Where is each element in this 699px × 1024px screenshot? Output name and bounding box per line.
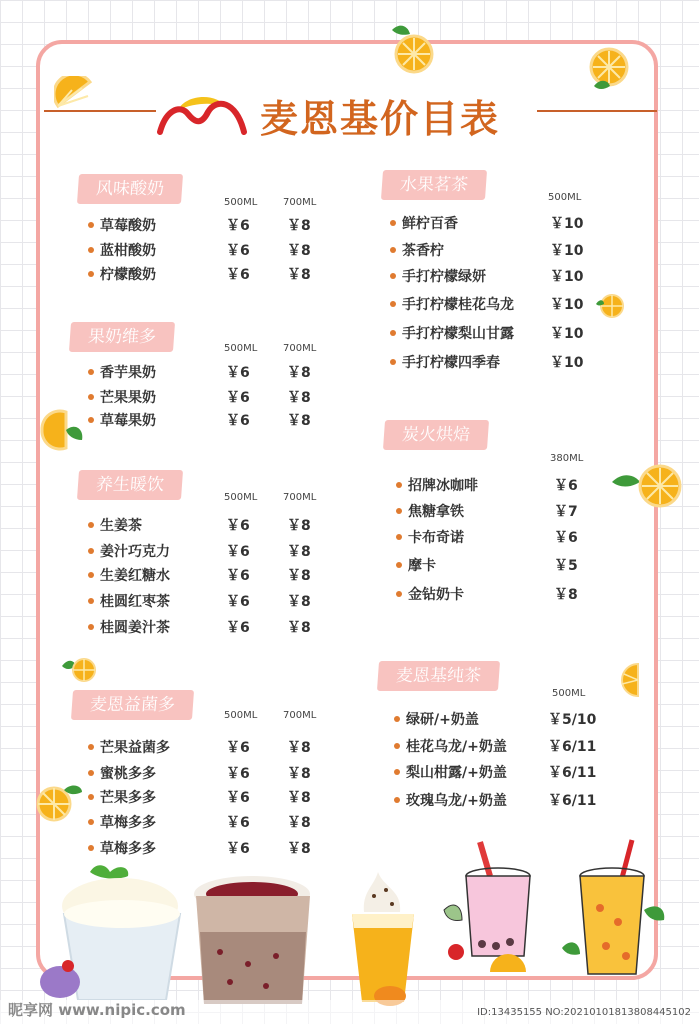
bullet-icon xyxy=(390,330,396,336)
bullet-icon xyxy=(88,770,94,776)
bullet-icon xyxy=(390,359,396,365)
mango-smoothie-icon xyxy=(344,866,422,1010)
fruit-tea-cup-icon xyxy=(560,838,670,988)
yogurt-cup-icon xyxy=(40,862,190,1000)
header-rule-right xyxy=(537,110,657,112)
lemon-wedge-icon xyxy=(616,662,642,698)
category-fruit-tea: 水果茗茶 xyxy=(381,170,487,200)
bullet-icon xyxy=(88,794,94,800)
bubble-tea-cup-icon xyxy=(440,840,550,990)
bullet-icon xyxy=(88,222,94,228)
bullet-icon xyxy=(394,797,400,803)
bullet-icon xyxy=(88,548,94,554)
bullet-icon xyxy=(390,273,396,279)
category-health-drinks: 养生暖饮 xyxy=(77,470,183,500)
milk-tea-cup-icon xyxy=(190,872,318,1004)
bullet-icon xyxy=(394,743,400,749)
watermark-site: 昵享网 www.nipic.com xyxy=(8,1001,186,1019)
lemon-slice-icon xyxy=(62,656,98,684)
bullet-icon xyxy=(394,769,400,775)
bullet-icon xyxy=(88,744,94,750)
size-label: 500ML xyxy=(548,192,582,203)
lemon-wedge-icon xyxy=(54,76,94,110)
bullet-icon xyxy=(396,562,402,568)
size-label: 500ML xyxy=(224,492,258,503)
bullet-icon xyxy=(88,522,94,528)
bullet-icon xyxy=(396,534,402,540)
bullet-icon xyxy=(88,819,94,825)
bullet-icon xyxy=(390,247,396,253)
size-label: 500ML xyxy=(224,710,258,721)
bullet-icon xyxy=(88,417,94,423)
lemon-slice-icon xyxy=(586,46,632,92)
bullet-icon xyxy=(88,598,94,604)
bullet-icon xyxy=(88,247,94,253)
lemon-slice-icon xyxy=(596,292,626,320)
bullet-icon xyxy=(390,301,396,307)
bullet-icon xyxy=(88,624,94,630)
lemon-slice-icon xyxy=(34,780,84,822)
size-label: 380ML xyxy=(550,453,584,464)
watermark-bar xyxy=(0,1000,699,1024)
size-label: 700ML xyxy=(283,710,317,721)
bullet-icon xyxy=(88,271,94,277)
bullet-icon xyxy=(88,845,94,851)
bullet-icon xyxy=(88,369,94,375)
bullet-icon xyxy=(390,220,396,226)
lemon-slice-icon xyxy=(612,460,686,510)
bullet-icon xyxy=(88,572,94,578)
bullet-icon xyxy=(394,716,400,722)
watermark-id: ID:13435155 NO:20210101813808445102 xyxy=(477,1007,691,1018)
size-label: 700ML xyxy=(283,492,317,503)
lemon-slice-icon xyxy=(382,22,438,74)
page-title: 麦恩基价目表 xyxy=(260,97,501,141)
size-label: 700ML xyxy=(283,343,317,354)
category-pure-tea: 麦恩基纯茶 xyxy=(377,661,500,691)
header-rule-left xyxy=(44,110,156,112)
category-fruit-milk: 果奶维多 xyxy=(69,322,175,352)
bullet-icon xyxy=(396,508,402,514)
bullet-icon xyxy=(396,591,402,597)
size-label: 500ML xyxy=(224,343,258,354)
bullet-icon xyxy=(88,394,94,400)
category-charcoal-roast: 炭火烘焙 xyxy=(383,420,489,450)
category-flavored-yogurt: 风味酸奶 xyxy=(77,174,183,204)
lemon-slice-icon xyxy=(36,408,86,454)
category-probiotic: 麦恩益菌多 xyxy=(71,690,194,720)
bullet-icon xyxy=(396,482,402,488)
size-label: 500ML xyxy=(552,688,586,699)
size-label: 700ML xyxy=(283,197,317,208)
brand-logo xyxy=(156,90,248,136)
size-label: 500ML xyxy=(224,197,258,208)
